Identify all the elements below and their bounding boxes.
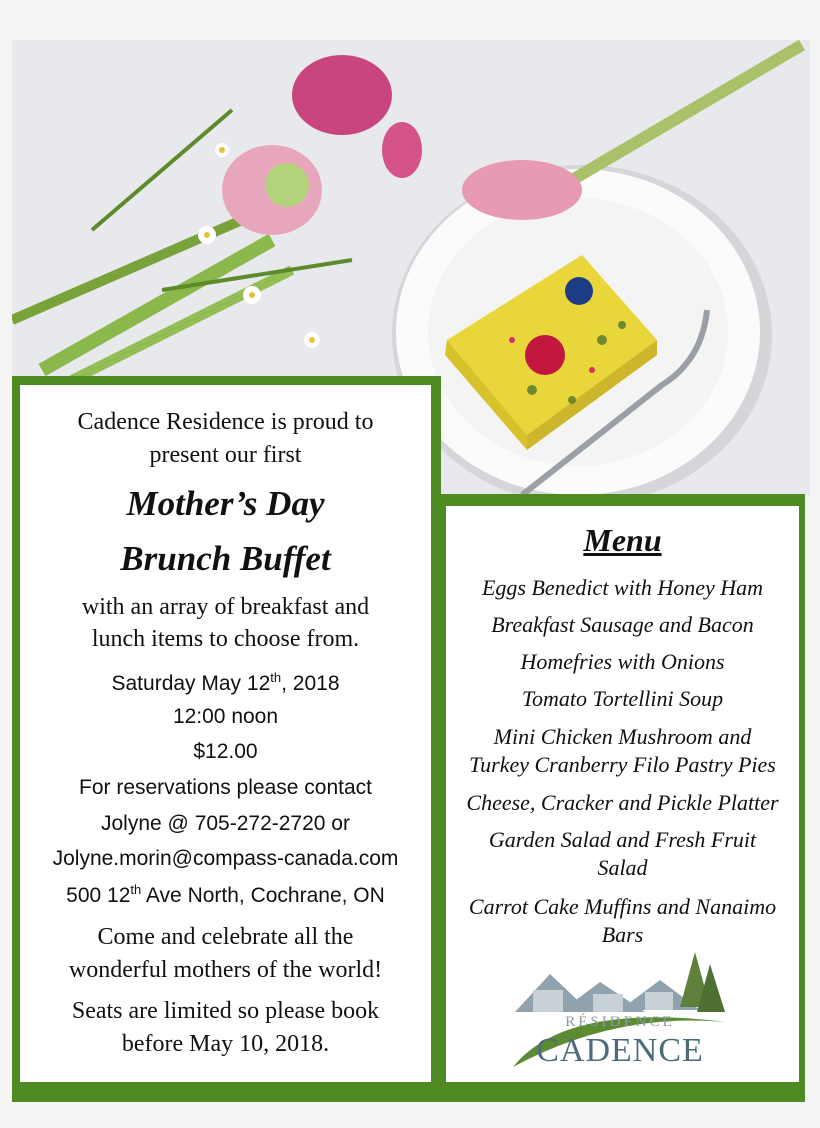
logo-top-text: RÉSIDENCE [565,1014,675,1030]
logo-bottom-text: CADENCE [536,1032,704,1069]
reservation-heading: For reservations please contact [79,776,372,799]
menu-item: Homefries with Onions [520,649,725,674]
event-title-line-1: Mother’s Day [126,484,325,523]
celebrate-line-2: wonderful mothers of the world! [68,957,383,983]
residence-cadence-logo [505,952,735,1072]
event-title-line-2: Brunch Buffet [120,539,331,578]
menu-item: Turkey Cranberry Filo Pastry Pies [469,752,776,777]
celebrate-line-1: Come and celebrate all the [97,924,354,950]
event-date: Saturday May 12th, 2018 [111,670,340,695]
event-price: $12.00 [193,740,258,763]
intro-line-2: present our first [149,442,302,468]
menu-item: Carrot Cake Muffins and Nanaimo [468,894,777,919]
event-time: 12:00 noon [172,705,279,728]
menu-item: Tomato Tortellini Soup [521,686,724,711]
venue-address: 500 12th Ave North, Cochrane, ON [66,882,385,907]
intro-line-1: Cadence Residence is proud to [77,409,374,435]
bottom-green-bar [12,1082,805,1102]
menu-item: Eggs Benedict with Honey Ham [481,575,764,600]
description-line-2: lunch items to choose from. [91,626,360,652]
menu-item: Bars [601,922,644,947]
seats-line-1: Seats are limited so please book [71,998,380,1024]
menu-item: Mini Chicken Mushroom and [493,724,752,749]
menu-title: Menu [583,522,662,558]
menu-item: Salad [597,855,648,880]
menu-item: Cheese, Cracker and Pickle Platter [466,790,779,815]
description-line-1: with an array of breakfast and [81,594,370,620]
contact-email: Jolyne.morin@compass-canada.com [52,847,399,870]
seats-line-2: before May 10, 2018. [121,1031,330,1057]
menu-item: Garden Salad and Fresh Fruit [488,827,757,852]
contact-phone: Jolyne @ 705-272-2720 or [101,812,350,835]
menu-item: Breakfast Sausage and Bacon [491,612,754,637]
